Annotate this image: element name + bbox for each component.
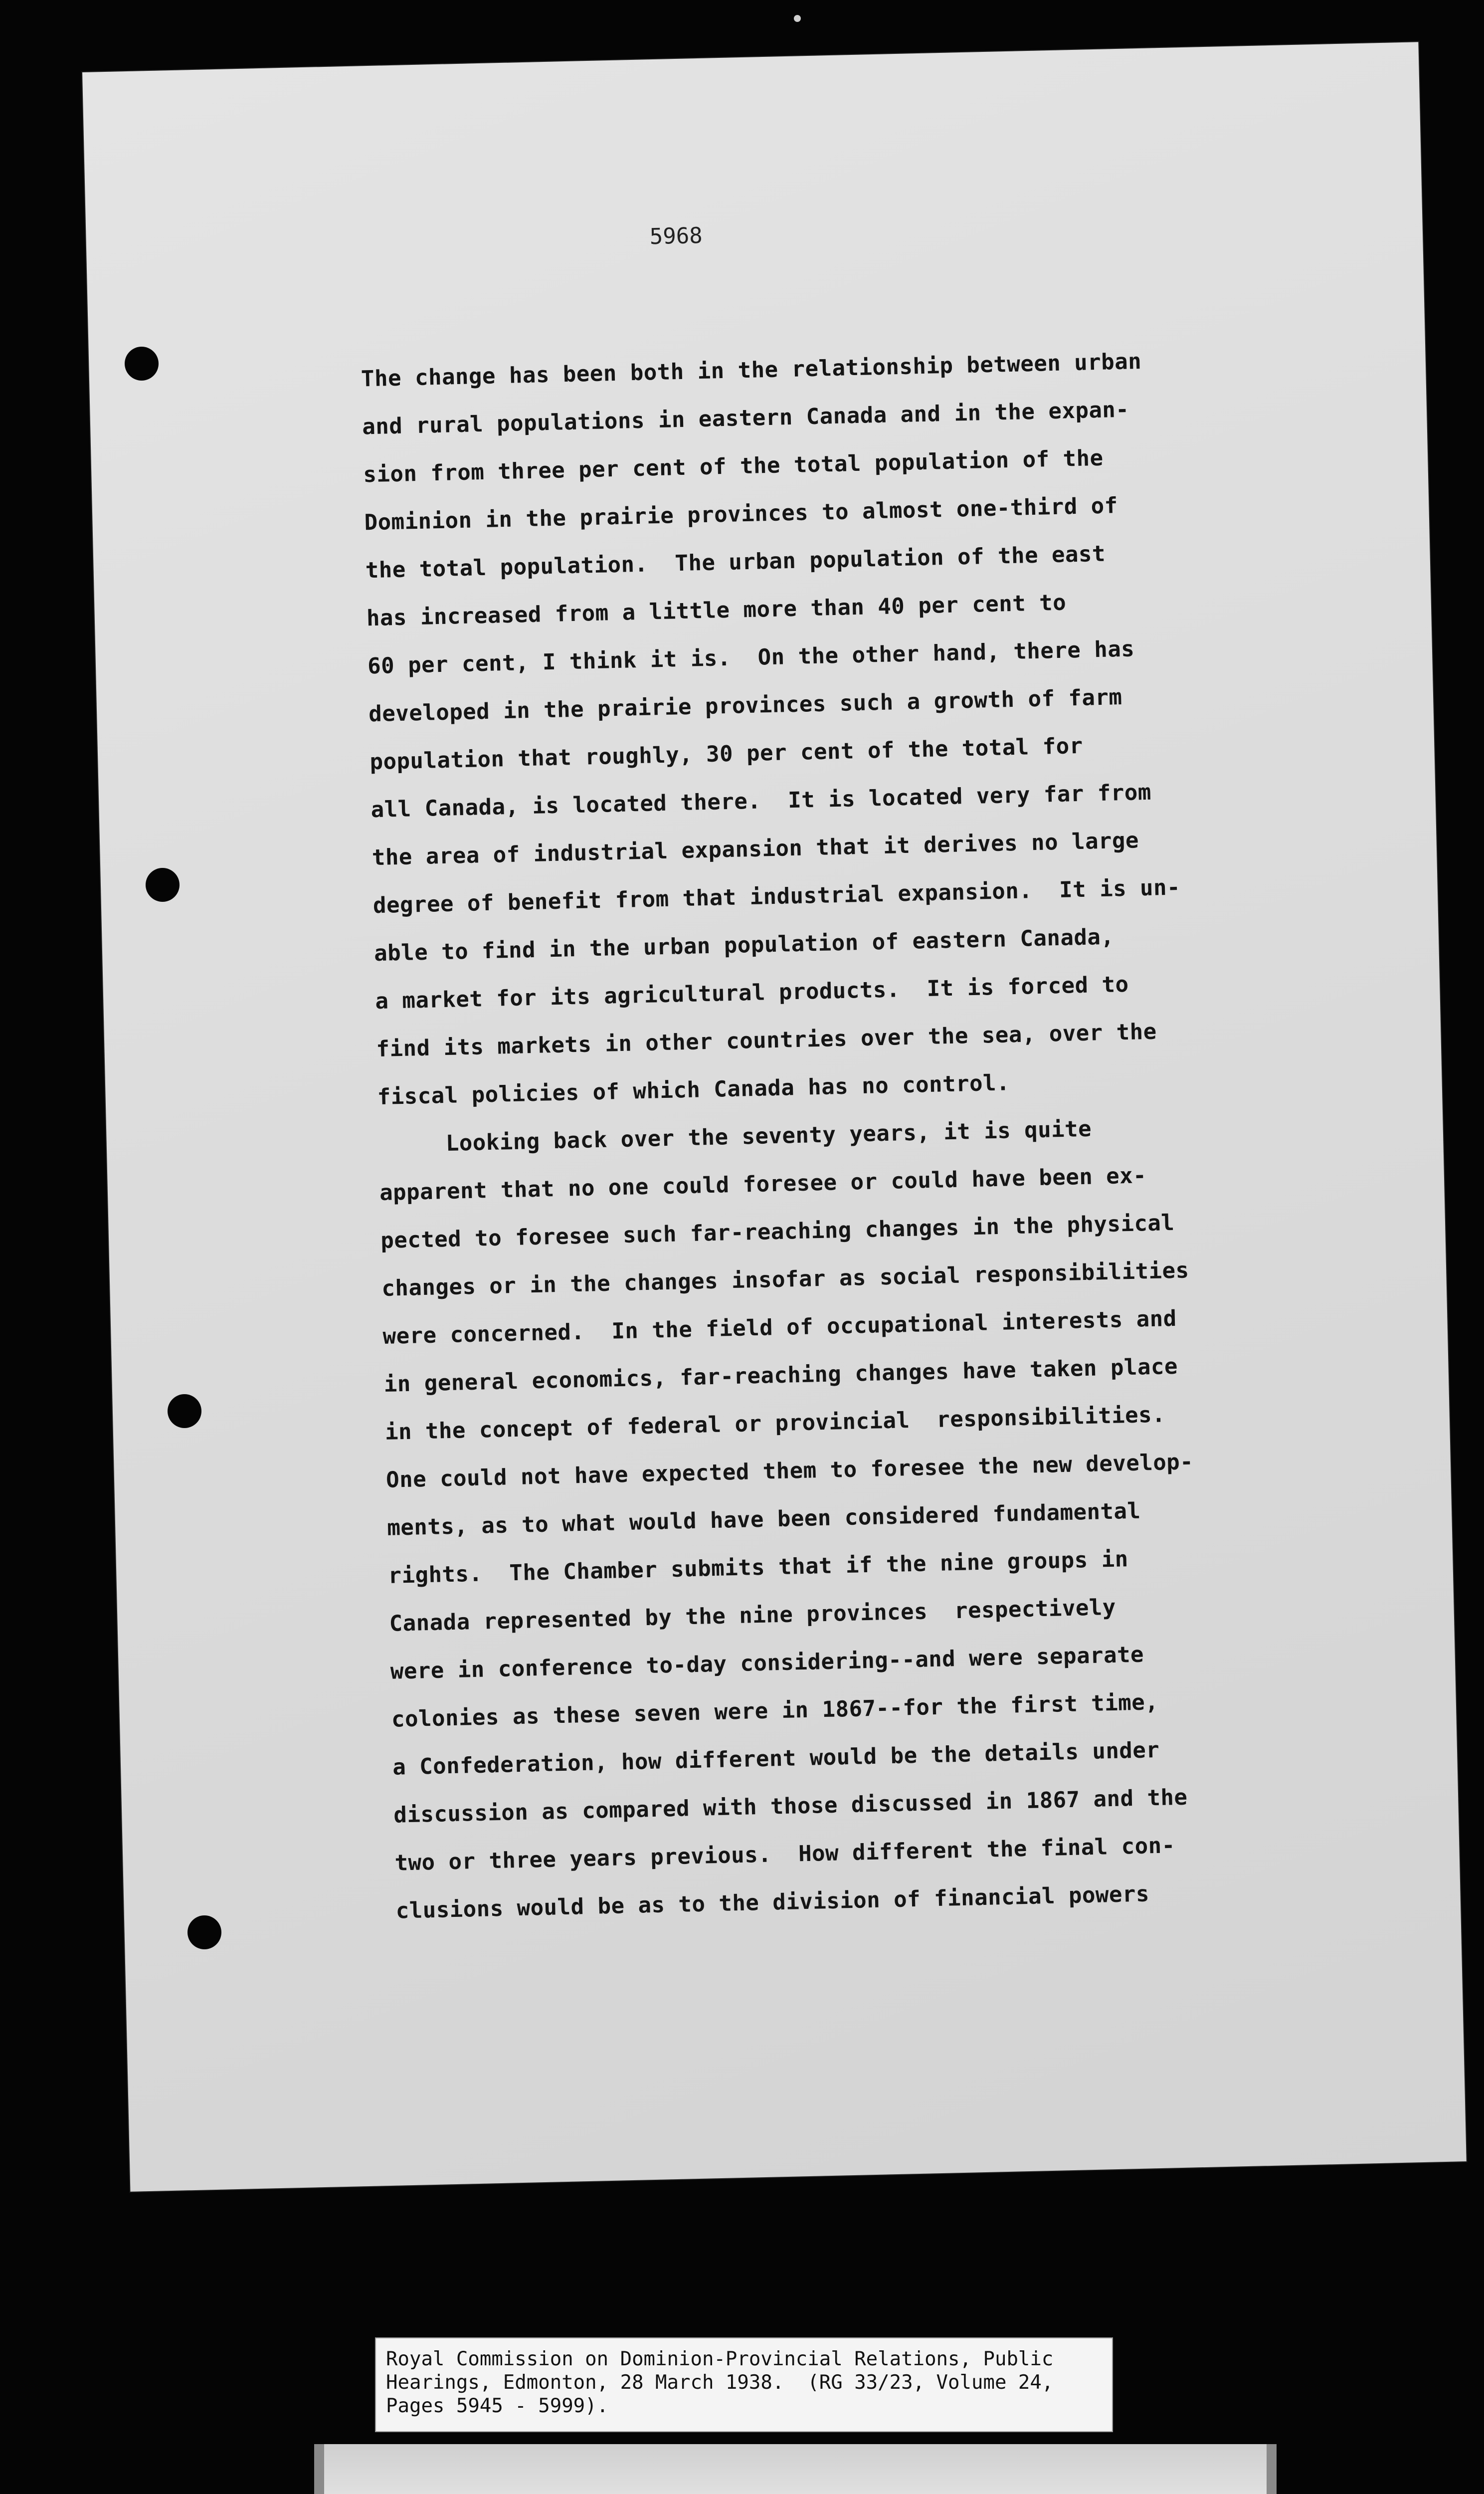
text-line: in the concept of federal or provincial responsibilities.: [384, 1402, 1166, 1445]
text-line: able to find in the urban population of eastern Canada,: [373, 924, 1114, 967]
text-line: Looking back over the seventy years, it is quite: [378, 1116, 1092, 1158]
text-line: degree of benefit from that industrial expansion. It is un-: [372, 874, 1181, 919]
text-line: changes or in the changes insofar as social responsibilities: [381, 1257, 1190, 1301]
text-line: 60 per cent, I think it is. On the other hand, there has: [367, 636, 1135, 679]
punch-hole: [187, 1915, 221, 1949]
text-line: colonies as these seven were in 1867--for the first time,: [391, 1689, 1159, 1732]
text-line: were concerned. In the field of occupational interests and: [382, 1305, 1177, 1349]
text-line: has increased from a little more than 40 per cent to: [366, 590, 1067, 631]
punch-hole: [146, 868, 180, 902]
film-speck: [794, 15, 801, 22]
typed-page: [82, 42, 1467, 2192]
archive-caption: Royal Commission on Dominion-Provincial Relations, Public Hearings, Edmonton, 28 March 1938. (RG 33/23, Volume 24, Pages 5945 - 5999).: [375, 2337, 1113, 2432]
text-line: One could not have expected them to foresee the new develop-: [385, 1449, 1194, 1493]
text-line: apparent that no one could foresee or could have been ex-: [379, 1163, 1147, 1206]
text-line: the total population. The urban population of the east: [365, 541, 1106, 584]
public-archives-label: [314, 2444, 1277, 2494]
text-line: pected to foresee such far-reaching changes in the physical: [380, 1210, 1175, 1254]
text-line: all Canada, is located there. It is located very far from: [371, 779, 1152, 823]
text-line: and rural populations in eastern Canada and in the expan-: [362, 397, 1129, 440]
text-line: The change has been both in the relationship between urban: [361, 348, 1142, 392]
text-line: in general economics, far-reaching changes have taken place: [383, 1353, 1178, 1397]
page-number: 5968: [649, 222, 703, 250]
text-line: a market for its agricultural products. It is forced to: [374, 971, 1129, 1015]
text-line: two or three years previous. How different the final con-: [394, 1833, 1176, 1876]
text-line: ments, as to what would have been considered fundamental: [386, 1498, 1141, 1541]
text-line: clusions would be as to the division of financial powers: [395, 1881, 1150, 1924]
text-line: a Confederation, how different would be the details under: [392, 1737, 1160, 1780]
text-line: population that roughly, 30 per cent of the total for: [369, 733, 1084, 775]
text-line: rights. The Chamber submits that if the nine groups in: [387, 1546, 1129, 1589]
body-text: [361, 334, 1333, 1935]
punch-hole: [125, 347, 159, 381]
text-line: find its markets in other countries over the sea, over the: [376, 1019, 1157, 1062]
text-line: fiscal policies of which Canada has no control.: [377, 1070, 1010, 1110]
text-line: sion from three per cent of the total population of the: [363, 445, 1104, 488]
text-line: Dominion in the prairie provinces to almost one-third of: [364, 493, 1118, 536]
text-line: the area of industrial expansion that it derives no large: [371, 828, 1139, 871]
punch-hole: [168, 1394, 201, 1428]
text-line: discussion as compared with those discussed in 1867 and the: [393, 1784, 1188, 1828]
text-line: Canada represented by the nine provinces respectively: [389, 1594, 1116, 1637]
text-line: developed in the prairie provinces such a growth of farm: [368, 684, 1122, 727]
text-line: were in conference to-day considering--and were separate: [390, 1642, 1144, 1684]
